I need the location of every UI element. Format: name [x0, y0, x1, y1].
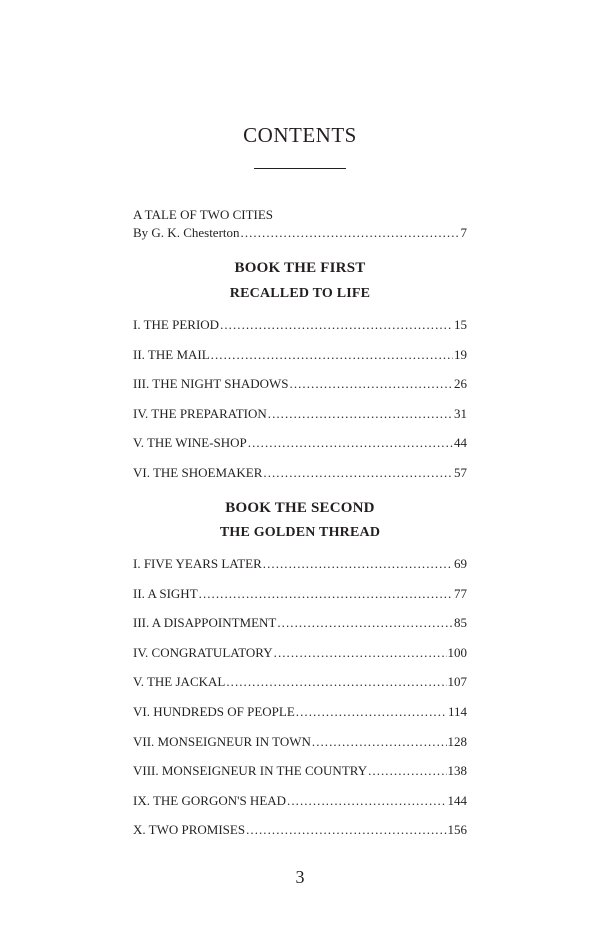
chapter-page-number: 19 [454, 346, 467, 362]
intro-byline-line [133, 224, 467, 242]
chapter-page-number: 31 [454, 405, 467, 421]
intro-title: A TALE OF TWO CITIES [133, 207, 274, 222]
chapter-title: X. TWO PROMISES [133, 822, 246, 838]
chapter-title: III. THE NIGHT SHADOWS [133, 376, 289, 392]
chapter-page-number: 128 [447, 733, 467, 749]
dot-leader [199, 585, 453, 603]
chapter-page-number: 57 [454, 464, 467, 480]
intro-byline: By G. K. Chesterton [133, 225, 240, 240]
toc-entry[interactable] [133, 673, 467, 703]
toc-entry[interactable] [133, 555, 467, 585]
chapter-title: II. THE MAIL [133, 346, 210, 362]
toc-entry[interactable] [133, 644, 467, 674]
chapter-title: IV. THE PREPARATION [133, 405, 267, 421]
dot-leader [274, 644, 447, 662]
chapter-page-number: 77 [454, 585, 467, 601]
chapter-page-number: 144 [447, 792, 467, 808]
chapter-page-number: 69 [454, 556, 467, 571]
page-number: 3 [295, 867, 305, 887]
dot-leader [290, 375, 453, 393]
chapter-title: VII. MONSEIGNEUR IN TOWN [133, 733, 311, 749]
dot-leader [246, 821, 446, 839]
title-divider [254, 168, 346, 169]
chapter-page-number: 26 [454, 376, 467, 392]
dot-leader [226, 673, 446, 691]
toc-entry[interactable] [133, 703, 467, 733]
intro-entry [133, 206, 467, 242]
toc-entry[interactable] [133, 405, 467, 435]
toc-entry[interactable] [133, 375, 467, 405]
toc-entry[interactable] [133, 614, 467, 644]
chapter-page-number: 138 [447, 763, 467, 779]
chapter-title: IV. CONGRATULATORY [133, 644, 273, 660]
chapter-page-number: 15 [454, 317, 467, 332]
dot-leader [296, 703, 447, 721]
toc-entry[interactable] [133, 346, 467, 376]
chapter-title: I. FIVE YEARS LATER [133, 556, 262, 571]
dot-leader [287, 792, 446, 810]
toc-entry[interactable] [133, 821, 467, 851]
toc-entry[interactable] [133, 733, 467, 763]
dot-leader [241, 224, 460, 242]
chapter-title: II. A SIGHT [133, 585, 198, 601]
chapter-page-number: 114 [447, 703, 467, 719]
chapter-title: VIII. MONSEIGNEUR IN THE COUNTRY [133, 763, 368, 779]
chapter-page-number: 85 [454, 615, 467, 631]
chapter-title: IX. THE GORGON'S HEAD [133, 792, 287, 808]
dot-leader [312, 733, 447, 751]
book-2-chapter-list [133, 555, 467, 851]
book-1-subtitle: RECALLED TO LIFE [229, 286, 371, 301]
dot-leader [368, 762, 446, 780]
chapter-title: VI. HUNDREDS OF PEOPLE [133, 703, 295, 719]
chapter-page-number: 156 [447, 822, 467, 838]
intro-page-number: 7 [460, 225, 467, 240]
chapter-title: I. THE PERIOD [133, 317, 220, 332]
chapter-page-number: 44 [454, 435, 467, 451]
dot-leader [268, 405, 453, 423]
dot-leader [277, 614, 453, 632]
chapter-page-number: 100 [447, 644, 467, 660]
toc-entry[interactable] [133, 792, 467, 822]
chapter-title: VI. THE SHOEMAKER [133, 464, 263, 480]
chapter-title: III. A DISAPPOINTMENT [133, 615, 277, 631]
toc-entry[interactable] [133, 464, 467, 494]
chapter-page-number: 107 [447, 674, 467, 690]
dot-leader [263, 464, 453, 482]
book-2-subtitle: THE GOLDEN THREAD [219, 525, 381, 540]
book-2-heading: BOOK THE SECOND [225, 500, 375, 516]
dot-leader [211, 346, 453, 364]
dot-leader [248, 434, 453, 452]
page-title: CONTENTS [243, 123, 357, 147]
toc-entry[interactable] [133, 762, 467, 792]
book-1-chapter-list [133, 316, 467, 494]
chapter-title: V. THE JACKAL [133, 674, 226, 690]
dot-leader [220, 316, 453, 334]
toc-entry[interactable] [133, 316, 467, 346]
dot-leader [263, 555, 453, 573]
book-1-heading: BOOK THE FIRST [234, 260, 366, 276]
toc-entry[interactable] [133, 585, 467, 615]
chapter-title: V. THE WINE-SHOP [133, 435, 247, 451]
toc-entry[interactable] [133, 434, 467, 464]
